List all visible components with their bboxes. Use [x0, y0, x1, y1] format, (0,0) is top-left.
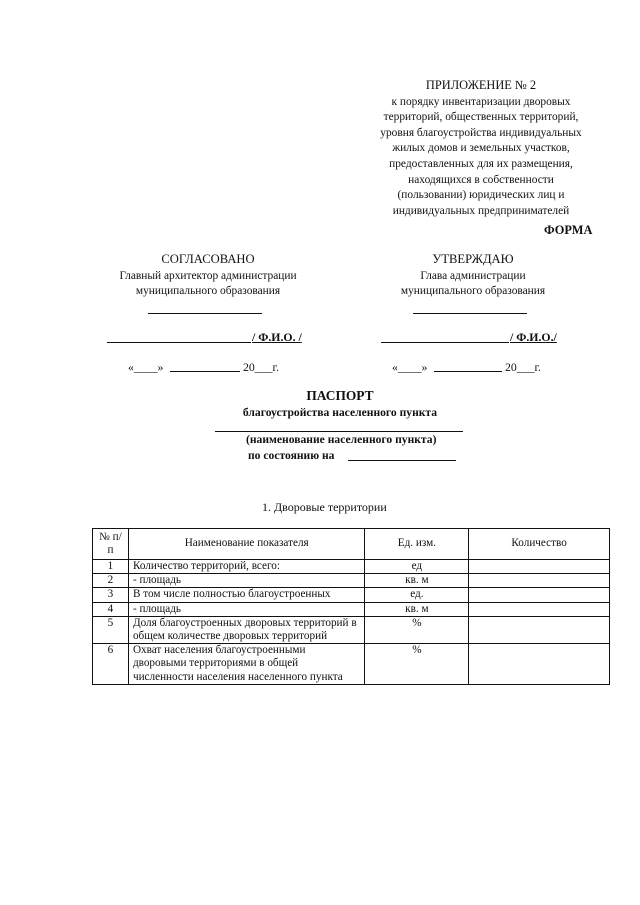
agreed-block [92, 252, 324, 300]
approved-heading: УТВЕРЖДАЮ [432, 252, 514, 266]
as-of-date-line [348, 460, 456, 461]
appendix-line: индивидуальных предпринимателей [392, 204, 570, 217]
row-unit: кв. м [365, 602, 469, 616]
row-indicator: Доля благоустроенных дворовых территорий в общем количестве дворовых территорий [128, 616, 365, 643]
row-number: 3 [93, 588, 129, 602]
row-number: 6 [93, 644, 129, 685]
table-row [93, 560, 610, 574]
approved-position: Глава администрации [420, 269, 526, 282]
agreed-heading: СОГЛАСОВАНО [161, 252, 255, 266]
section-title: 1. Дворовые территории [262, 500, 387, 514]
appendix-block [352, 78, 610, 219]
approved-signature-line [413, 313, 527, 314]
table-row [93, 574, 610, 588]
table-row [93, 602, 610, 616]
appendix-line: (пользовании) юридических лиц и [397, 189, 565, 202]
row-indicator: В том числе полностью благоустроенных [128, 588, 365, 602]
passport-subtitle: благоустройства населенного пункта [242, 406, 438, 419]
row-indicator: - площадь [128, 602, 365, 616]
row-indicator: - площадь [128, 574, 365, 588]
agreed-organization: муниципального образования [135, 285, 281, 298]
approved-name-line [381, 342, 509, 343]
row-unit: кв. м [365, 574, 469, 588]
agreed-fio-label: / Ф.И.О. / [252, 330, 302, 344]
form-label: ФОРМА [544, 223, 593, 237]
agreed-signature-line [148, 313, 262, 314]
yard-territories-table [92, 528, 610, 685]
table-row [93, 588, 610, 602]
row-unit: % [365, 644, 469, 685]
row-quantity [469, 616, 610, 643]
agreed-date-day: «____» [128, 360, 164, 374]
approved-organization: муниципального образования [400, 285, 546, 298]
as-of-label: по состоянию на [248, 449, 335, 462]
table-row [93, 644, 610, 685]
row-unit: % [365, 616, 469, 643]
settlement-name-note: (наименование населенного пункта) [246, 433, 437, 446]
appendix-line: предоставленных для их размещения, [389, 157, 573, 170]
agreed-date-year: 20___г. [243, 360, 279, 374]
row-quantity [469, 588, 610, 602]
table-row [93, 616, 610, 643]
row-quantity [469, 560, 610, 574]
approved-fio-label: / Ф.И.О./ [510, 330, 557, 344]
approved-date-day: «____» [392, 360, 428, 374]
appendix-line: находящихся в собственности [408, 173, 554, 186]
row-quantity [469, 644, 610, 685]
approved-date-month-line [434, 371, 502, 372]
table-header-row [93, 529, 610, 560]
header-unit: Ед. изм. [365, 529, 469, 560]
passport-title: ПАСПОРТ [306, 388, 374, 403]
appendix-line: к порядку инвентаризации дворовых [391, 95, 571, 108]
appendix-line: территорий, общественных территорий, [383, 111, 579, 124]
row-quantity [469, 602, 610, 616]
row-number: 2 [93, 574, 129, 588]
approved-date-year: 20___г. [505, 360, 541, 374]
agreed-date-month-line [170, 371, 240, 372]
row-indicator: Количество территорий, всего: [128, 560, 365, 574]
row-quantity [469, 574, 610, 588]
agreed-position: Главный архитектор администрации [119, 269, 297, 282]
row-number: 4 [93, 602, 129, 616]
agreed-name-line [107, 342, 251, 343]
row-unit: ед. [365, 588, 469, 602]
header-quantity: Количество [469, 529, 610, 560]
approved-block [362, 252, 584, 300]
header-number: № п/п [93, 529, 129, 560]
settlement-name-line [215, 431, 463, 432]
row-number: 5 [93, 616, 129, 643]
appendix-line: жилых домов и земельных участков, [392, 142, 570, 155]
row-unit: ед [365, 560, 469, 574]
row-number: 1 [93, 560, 129, 574]
appendix-line: уровня благоустройства индивидуальных [380, 126, 582, 139]
row-indicator: Охват населения благоустроенными дворовыми территориями в общей численности населения населенного пункта [128, 644, 365, 685]
header-indicator: Наименование показателя [128, 529, 365, 560]
appendix-title: ПРИЛОЖЕНИЕ № 2 [425, 78, 537, 92]
passport-header [140, 388, 540, 419]
